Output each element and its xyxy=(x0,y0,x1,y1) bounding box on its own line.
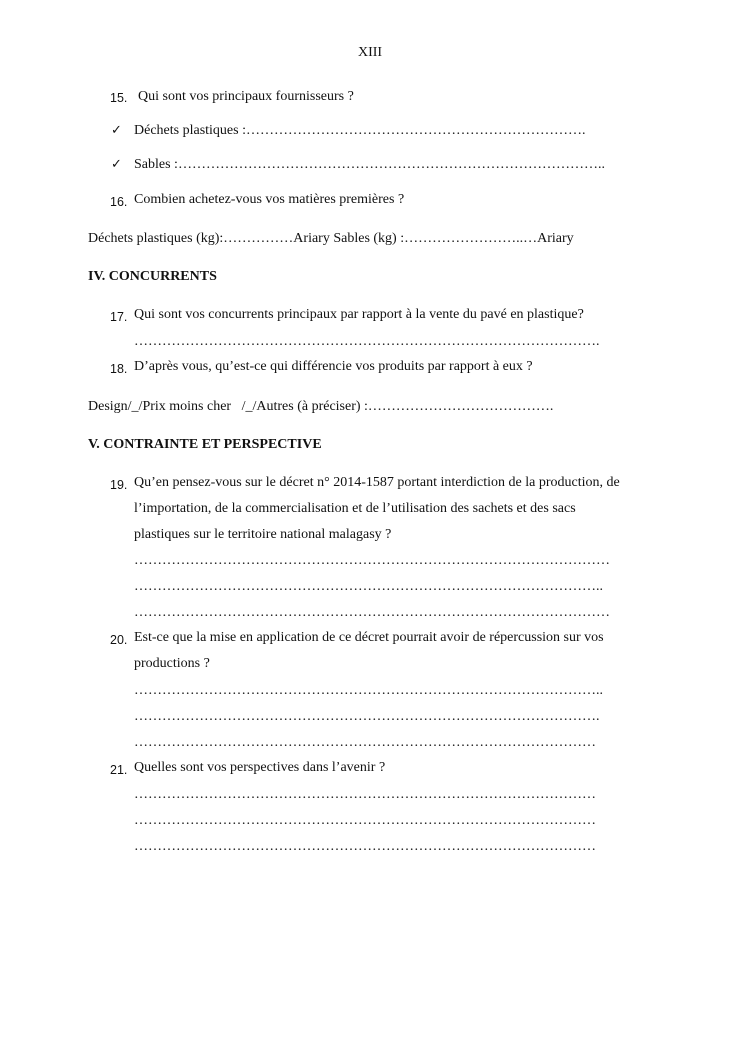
answer-line: ………………………………………………………………………………………. xyxy=(134,709,600,724)
question-19-text-line-3: plastiques sur le territoire national malagasy ? xyxy=(134,527,392,542)
question-number-16: 16. xyxy=(110,195,128,209)
answer-line: ……………………………………………………………………………………….. xyxy=(134,579,603,594)
checkmark-icon: ✓ xyxy=(111,157,122,172)
question-number-20: 20. xyxy=(110,633,128,647)
question-19-text-line-1: Qu’en pensez-vous sur le décret n° 2014-1587 portant interdiction de la production, de xyxy=(134,475,620,490)
answer-line: ………………………………………………………………………………………… xyxy=(134,553,610,568)
question-15-text: Qui sont vos principaux fournisseurs ? xyxy=(138,89,354,104)
question-16-text: Combien achetez-vous vos matières premières ? xyxy=(134,192,405,207)
supplier-item-plastic: Déchets plastiques :………………………………………………………………. xyxy=(134,123,586,138)
answer-line: ……………………………………………………………………………………… xyxy=(134,813,596,828)
answer-line: ……………………………………………………………………………………… xyxy=(134,839,596,854)
supplier-item-sand: Sables :……………………………………………………………………………….. xyxy=(134,157,605,172)
question-number-18: 18. xyxy=(110,362,128,376)
question-20-text-line-2: productions ? xyxy=(134,656,210,671)
answer-line: ……………………………………………………………………………………… xyxy=(134,735,596,750)
answer-line: ………………………………………………………………………………………… xyxy=(134,605,610,620)
section-heading-v: V. CONTRAINTE ET PERSPECTIVE xyxy=(88,437,322,452)
question-19-text-line-2: l’importation, de la commercialisation et de l’utilisation des sachets et des sacs xyxy=(134,501,576,516)
question-number-21: 21. xyxy=(110,763,128,777)
question-number-15: 15. xyxy=(110,91,128,105)
page-number: XIII xyxy=(358,45,383,60)
answer-line: ……………………………………………………………………………………….. xyxy=(134,683,603,698)
question-20-text-line-1: Est-ce que la mise en application de ce décret pourrait avoir de répercussion sur vos xyxy=(134,630,604,645)
question-21-text: Quelles sont vos perspectives dans l’avenir ? xyxy=(134,760,386,775)
question-17-text: Qui sont vos concurrents principaux par rapport à la vente du pavé en plastique? xyxy=(134,307,584,322)
section-heading-iv: IV. CONCURRENTS xyxy=(88,269,217,284)
question-18-text: D’après vous, qu’est-ce qui différencie vos produits par rapport à eux ? xyxy=(134,359,533,374)
answer-line: ………………………………………………………………………………………. xyxy=(134,334,600,349)
checkmark-icon: ✓ xyxy=(111,123,122,138)
question-16-answer: Déchets plastiques (kg):……………Ariary Sables (kg) :……………………..…Ariary xyxy=(88,231,574,246)
question-number-17: 17. xyxy=(110,310,128,324)
question-number-19: 19. xyxy=(110,478,128,492)
question-18-options: Design/_/Prix moins cher /_/Autres (à préciser) :…………………………………. xyxy=(88,399,554,414)
answer-line: ……………………………………………………………………………………… xyxy=(134,787,596,802)
